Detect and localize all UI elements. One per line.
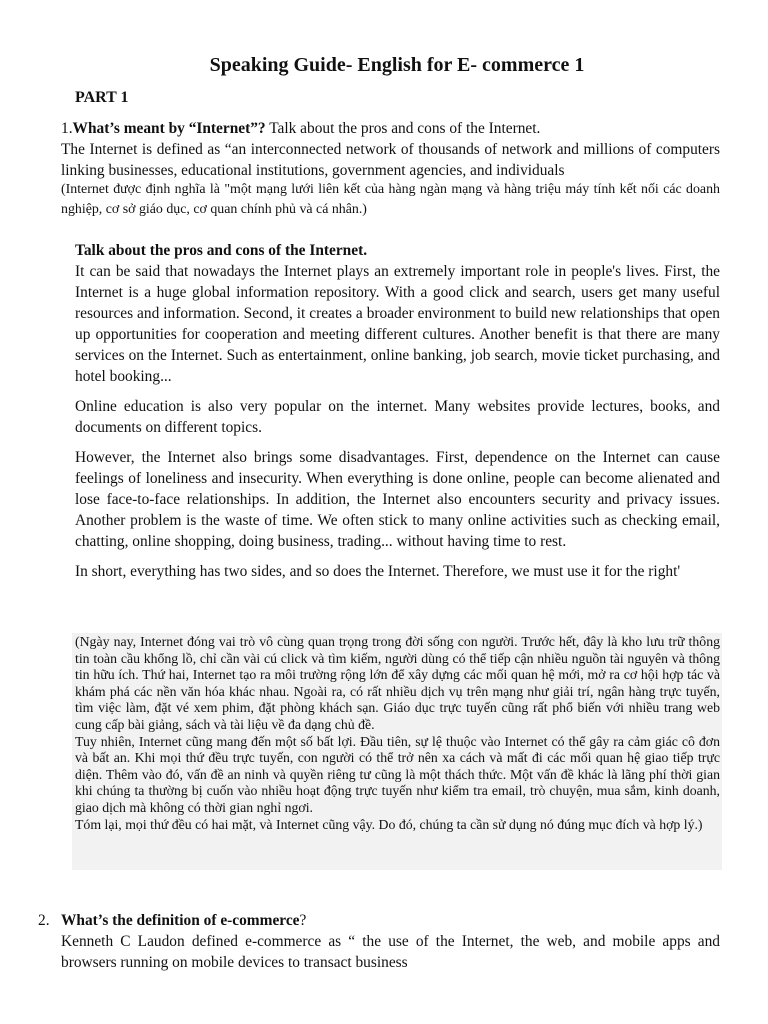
conclusion-paragraph: In short, everything has two sides, and so does the Internet. Therefore, we must use it for the right' (75, 563, 681, 580)
vietnamese-translation-pros: (Ngày nay, Internet đóng vai trò vô cùng quan trọng trong đời sống con người. Trước hết, đây là kho lưu trữ thông tin toàn cầu khổng lồ, chỉ cần vài cú click và tìm kiếm, người dùng có thể tiếp cận nhiều nguồn tài nguyên và thông tin hữu ích. Thứ hai, Internet tạo ra môi trường rộng lớn để xây dựng các mối quan hệ mới, mở ra cơ hội hợp tác và khám phá các nền văn hóa khác nhau. Ngoài ra, có rất nhiều dịch vụ trên mạng như giải trí, ngân hàng trực tuyến, tìm việc làm, đặt vé xem phim, đặt phòng khách sạn. Giáo dục trực tuyến cũng rất phổ biến với nhiều trang web cung cấp bài giảng, sách và tài liệu về đa dạng chủ đề. (75, 634, 720, 732)
document-title: Speaking Guide- English for E- commerce 1 (209, 54, 585, 76)
question-2-heading: What’s the definition of e-commerce (61, 912, 300, 929)
pros-paragraph: It can be said that nowadays the Internet plays an extremely important role in people's lives. First, the Internet is a huge global information repository. With a good click and search, users get many useful resources and information. Second, it creates a broader environment to build new relationships that open up opportunities for cooperation and meeting different cultures. Another benefit is that there are many services on the Internet. Such as entertainment, online banking, job search, movie ticket purchasing, and hotel booking... (75, 263, 720, 385)
internet-definition: The Internet is defined as “an interconnected network of thousands of network and millions of computers linking businesses, educational institutions, government agencies, and individuals (61, 141, 720, 179)
internet-definition-vietnamese: (Internet được định nghĩa là "một mạng lưới liên kết của hàng ngàn mạng và hàng triệu máy tính kết nối các doanh nghiệp, cơ sở giáo dục, cơ quan chính phủ và cá nhân.) (61, 182, 720, 217)
part-heading: PART 1 (75, 89, 129, 106)
question-2 (38, 910, 720, 973)
question-1-heading: What’s meant by “Internet”? (72, 120, 266, 137)
question-1-prompt: Talk about the pros and cons of the Internet. (265, 120, 541, 137)
question-1-number: 1. (61, 120, 73, 137)
question-1-line (61, 118, 720, 139)
vietnamese-translation-conclusion: Tóm lại, mọi thứ đều có hai mặt, và Internet cũng vậy. Do đó, chúng ta cần sử dụng nó đúng mục đích và hợp lý.) (75, 816, 703, 832)
question-2-heading-end: ? (299, 912, 307, 929)
ecommerce-definition: Kenneth C Laudon defined e-commerce as “ the use of the Internet, the web, and mobile apps and browsers running on mobile devices to transact business (61, 933, 720, 971)
question-2-line (38, 910, 720, 931)
question-1 (61, 118, 720, 181)
question-2-number: 2. (38, 912, 50, 929)
vietnamese-translation-cons: Tuy nhiên, Internet cũng mang đến một số bất lợi. Đầu tiên, sự lệ thuộc vào Internet có thể gây ra cảm giác cô đơn và bất an. Khi mọi thứ đều trực tuyến, con người có thể trở nên xa cách và mất đi các mối quan hệ giao tiếp trực diện. Thêm vào đó, vấn đề an ninh và quyền riêng tư cũng là một thách thức. Một vấn đề khác là lãng phí thời gian khi chúng ta thường bị cuốn vào nhiều hoạt động trực tuyến như kiểm tra email, trò chuyện, mua sắm, kinh doanh, giao dịch mà không có thời gian nghỉ ngơi. (75, 733, 720, 815)
vietnamese-translation-box (72, 633, 722, 870)
cons-paragraph: However, the Internet also brings some disadvantages. First, dependence on the Internet can cause feelings of loneliness and insecurity. When everything is done online, people can become alienated and lose face-to-face relationships. In addition, the Internet also encounters security and privacy issues. Another problem is the waste of time. We often stick to many online activities such as checking email, chatting, online shopping, doing business, trading... without having time to rest. (75, 449, 720, 550)
pros-cons-section (75, 240, 720, 591)
online-education-paragraph: Online education is also very popular on the internet. Many websites provide lectures, books, and documents on different topics. (75, 398, 720, 436)
pros-cons-heading: Talk about the pros and cons of the Internet. (75, 242, 368, 259)
